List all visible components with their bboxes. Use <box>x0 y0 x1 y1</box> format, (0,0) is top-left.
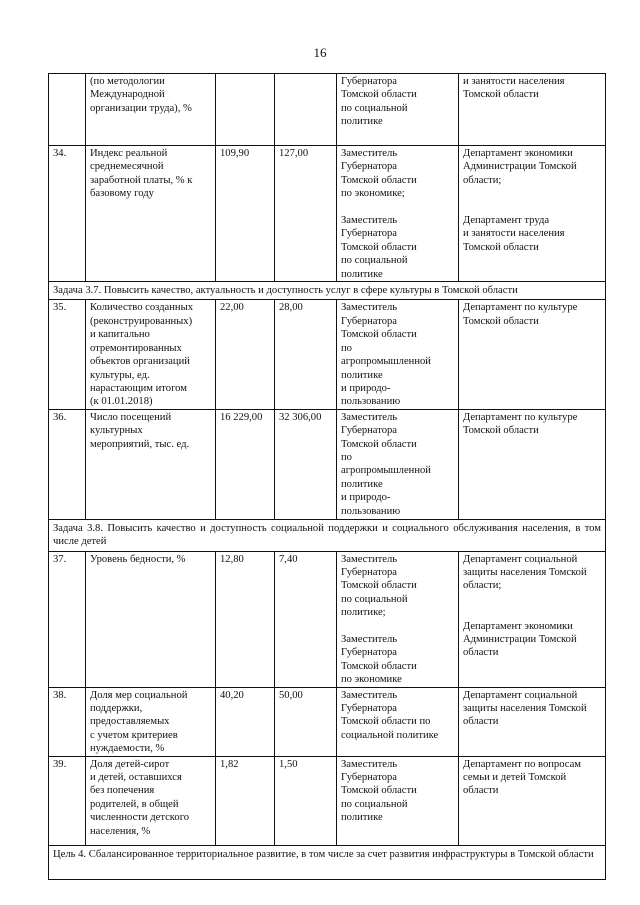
indicator-name: Доля мер социальной поддержки, предоставляемых с учетом критериев нуждаемости, % <box>86 687 216 756</box>
responsible-official: Заместитель Губернатора Томской области по экономике; Заместитель Губернатора Томской области по социальной политике <box>337 146 459 282</box>
executor: Департамент по культуре Томской области <box>459 300 606 409</box>
base-value <box>216 74 275 146</box>
section-title: Задача 3.7. Повысить качество, актуальность и доступность услуг в сфере культуры в Томской области <box>49 282 606 300</box>
target-value: 32 306,00 <box>275 409 337 519</box>
executor: Департамент по вопросам семьи и детей Томской области <box>459 756 606 845</box>
indicator-name: (по методологии Международной организации труда), % <box>86 74 216 146</box>
table-section-row <box>49 519 606 551</box>
base-value: 1,82 <box>216 756 275 845</box>
target-value: 50,00 <box>275 687 337 756</box>
table-section-row <box>49 845 606 879</box>
page-number: 16 <box>313 45 327 60</box>
indicator-name: Число посещений культурных мероприятий, тыс. ед. <box>86 409 216 519</box>
executor: Департамент социальной защиты населения Томской области <box>459 687 606 756</box>
base-value: 16 229,00 <box>216 409 275 519</box>
table-row <box>49 409 606 519</box>
responsible-official: Заместитель Губернатора Томской области по социальной политике <box>337 756 459 845</box>
executor: Департамент социальной защиты населения Томской области; Департамент экономики Администрации Томской области <box>459 551 606 687</box>
row-number: 37. <box>49 551 86 687</box>
target-value: 127,00 <box>275 146 337 282</box>
base-value: 109,90 <box>216 146 275 282</box>
table-row <box>49 687 606 756</box>
responsible-official: Заместитель Губернатора Томской области по агропромышленной политике и природо- пользованию <box>337 409 459 519</box>
executor: и занятости населения Томской области <box>459 74 606 146</box>
row-number <box>49 74 86 146</box>
responsible-official: Заместитель Губернатора Томской области по социальной политике; Заместитель Губернатора Томской области по экономике <box>337 551 459 687</box>
responsible-official: Заместитель Губернатора Томской области по агропромышленной политике и природо- пользованию <box>337 300 459 409</box>
target-value <box>275 74 337 146</box>
target-value: 28,00 <box>275 300 337 409</box>
row-number: 36. <box>49 409 86 519</box>
indicators-table <box>48 73 606 880</box>
executor: Департамент по культуре Томской области <box>459 409 606 519</box>
target-value: 1,50 <box>275 756 337 845</box>
base-value: 40,20 <box>216 687 275 756</box>
table-row <box>49 756 606 845</box>
row-number: 39. <box>49 756 86 845</box>
section-title: Задача 3.8. Повысить качество и доступность социальной поддержки и социального обслуживания населения, в том числе детей <box>49 519 606 551</box>
row-number: 34. <box>49 146 86 282</box>
table-row <box>49 551 606 687</box>
base-value: 12,80 <box>216 551 275 687</box>
row-number: 35. <box>49 300 86 409</box>
table-row <box>49 300 606 409</box>
table-row <box>49 74 606 146</box>
table-section-row <box>49 282 606 300</box>
indicator-name: Уровень бедности, % <box>86 551 216 687</box>
responsible-official: Губернатора Томской области по социальной политике <box>337 74 459 146</box>
indicator-name: Доля детей-сирот и детей, оставшихся без попечения родителей, в общей численности детского населения, % <box>86 756 216 845</box>
indicator-name: Индекс реальной среднемесячной заработной платы, % к базовому году <box>86 146 216 282</box>
target-value: 7,40 <box>275 551 337 687</box>
row-number: 38. <box>49 687 86 756</box>
indicator-name: Количество созданных (реконструированных) и капитально отремонтированных объектов организаций культуры, ед. нарастающим итогом (к 01.01.2018) <box>86 300 216 409</box>
section-title: Цель 4. Сбалансированное территориальное развитие, в том числе за счет развития инфраструктуры в Томской области <box>49 845 606 879</box>
base-value: 22,00 <box>216 300 275 409</box>
table-row <box>49 146 606 282</box>
responsible-official: Заместитель Губернатора Томской области по социальной политике <box>337 687 459 756</box>
executor: Департамент экономики Администрации Томской области; Департамент труда и занятости населения Томской области <box>459 146 606 282</box>
